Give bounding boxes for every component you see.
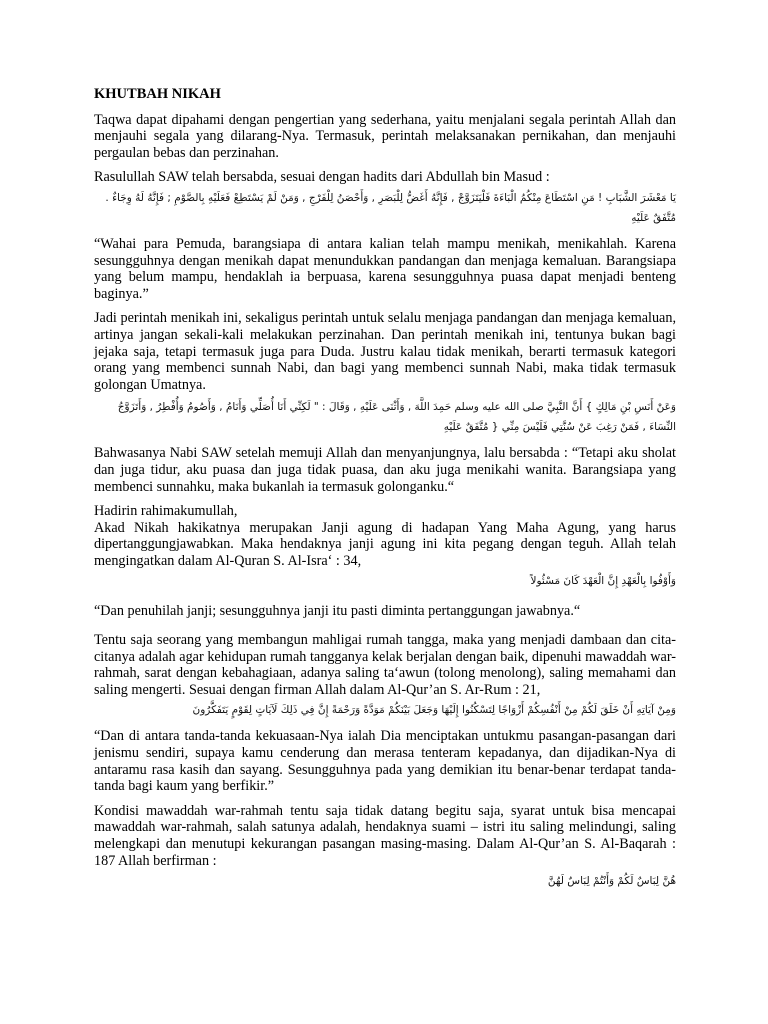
paragraph-isra-translation: “Dan penuhilah janji; sesungguhnya janji itu pasti diminta pertanggungan jawabnya.“ (94, 603, 581, 620)
paragraph-mawaddah: Kondisi mawaddah war-rahmah tentu saja tidak datang begitu saja, syarat untuk bisa mencapai mawaddah war-rahmah, salah satunya adalah, hendaknya suami – istri itu saling melindungi, saling melengkapi dan menutupi kekurangan pasangan masing-masing. Dalam Al-Qur’an S. Al-Baqarah : 187 Allah berfirman : (94, 802, 676, 869)
paragraph-marriage-command: Jadi perintah menikah ini, sekaligus perintah untuk selalu menjaga pandangan dan menjaga kemaluan, artinya jangan sekali-kali melakukan perzinahan. Dan perintah menikah ini, tentunya bukan bagi jejaka saja, tetapi termasuk juga para Duda. Justru kalau tidak menikah, berarti termasuk kategori orang yang membenci sunnah Nabi, dan bagi yang membenci sunnah Nabi, maka tidak termasuk golongan Umatnya. (94, 310, 676, 393)
paragraph-rum-translation: “Dan di antara tanda-tanda kekuasaan-Nya ialah Dia menciptakan untukmu pasangan-pasangan dari jenismu sendiri, supaya kamu cenderung dan merasa tenteram kepadanya, dan dijadikan-Nya di antaramu rasa kasih dan sayang. Sesungguhnya pada yang demikian itu benar-benar terdapat tanda-tanda bagi kaum yang berfikir.” (94, 728, 676, 795)
paragraph-hadith-intro: Rasulullah SAW telah bersabda, sesuai dengan hadits dari Abdullah bin Masud : (94, 169, 550, 186)
paragraph-taqwa: Taqwa dapat dipahami dengan pengertian yang sederhana, yaitu menjalani segala perintah Allah dan menjauhi segala yang dilarang-Nya. Termasuk, perintah melaksanakan pernikahan, dan menjauhi pergaulan bebas dan perzinahan. (94, 111, 676, 161)
document-body (94, 86, 676, 899)
paragraph-greeting: Hadirin rahimakumullah, (94, 503, 238, 520)
paragraph-household: Tentu saja seorang yang membangun mahligai rumah tangga, maka yang menjadi dambaan dan cita-citanya adalah agar kehidupan rumah tangganya kelak berjalan dengan baik, dipenuhi mawaddah war-rahmah, sarat dengan kebahagiaan, adanya saling ta‘awun (tolong menolong), saling memahami dan saling mengerti. Sesuai dengan firman Allah dalam Al-Qur’an S. Ar-Rum : 21, (94, 632, 676, 698)
arabic-hadith-anas: وَعَنْ أَنَسِ بْنِ مَالِكٍ } أَنَّ النَّبِيَّ صلى الله عليه وسلم حَمِدَ اللَّهَ , وَأَثْنَى عَلَيْهِ , وَقَالَ : " لَكِنِّي أَنَا أُصَلِّي وَأَنَامُ , وَأَصُومُ وَأُفْطِرُ , وَأَتَزَوَّجُ النِّسَاءَ , فَمَنْ رَغِبَ عَنْ سُنَّتِي فَلَيْسَ مِنِّي { مُتَّفَقٌ عَلَيْهِ (117, 401, 676, 434)
arabic-verse-rum: وَمِنْ آيَاتِهِ أَنْ خَلَقَ لَكُمْ مِنْ أَنْفُسِكُمْ أَزْوَاجًا لِتَسْكُنُوا إِلَيْهَا وَجَعَلَ بَيْنَكُمْ مَوَدَّةً وَرَحْمَةً إِنَّ فِي ذَلِكَ لَآيَاتٍ لِقَوْمٍ يَتَفَكَّرُونَ (192, 704, 676, 717)
arabic-hadith-masud: يَا مَعْشَرَ الشَّبَابِ ! مَنِ اسْتَطَاعَ مِنْكُمُ الْبَاءَةَ فَلْيَتَزَوَّجْ , فَإِنَّهُ أَغَضُّ لِلْبَصَرِ , وَأَحْصَنُ لِلْفَرْجِ , وَمَنْ لَمْ يَسْتَطِعْ فَعَلَيْهِ بِالصَّوْمِ ; فَإِنَّهُ لَهُ وِجَاءٌ . مُتَّفَقٌ عَلَيْهِ (105, 191, 676, 224)
paragraph-hadith-translation: “Wahai para Pemuda, barangsiapa di antara kalian telah mampu menikah, menikahlah. Karena sesungguhnya dengan menikah dapat menundukkan pandangan dan menjaga kemaluan. Barangsiapa yang belum mampu, hendaklah ia berpuasa, karena sesungguhnya puasa dapat menjadi benteng baginya.” (94, 235, 676, 302)
paragraph-akad-nikah: Akad Nikah hakikatnya merupakan Janji agung di hadapan Yang Maha Agung, yang harus dipertanggungjawabkan. Maka hendaknya janji agung ini kita pegang dengan teguh. Allah telah mengingatkan dalam Al-Quran S. Al-Isra‘ : 34, (94, 519, 676, 569)
document-title: KHUTBAH NIKAH (94, 86, 221, 102)
paragraph-hadith-anas-translation: Bahwasanya Nabi SAW setelah memuji Allah dan menyanjungnya, lalu bersabda : “Tetapi aku sholat dan juga tidur, aku puasa dan juga tidak puasa, dan aku juga menikahi wanita. Barangsiapa yang membenci sunnahku, maka bukanlah ia termasuk golonganku.“ (94, 445, 676, 495)
arabic-verse-isra: وَأَوْفُوا بِالْعَهْدِ إِنَّ الْعَهْدَ كَانَ مَسْئُولاً (530, 575, 676, 588)
arabic-verse-baqarah: هُنَّ لِبَاسٌ لَكُمْ وَأَنْتُمْ لِبَاسٌ لَهُنَّ (547, 875, 676, 888)
